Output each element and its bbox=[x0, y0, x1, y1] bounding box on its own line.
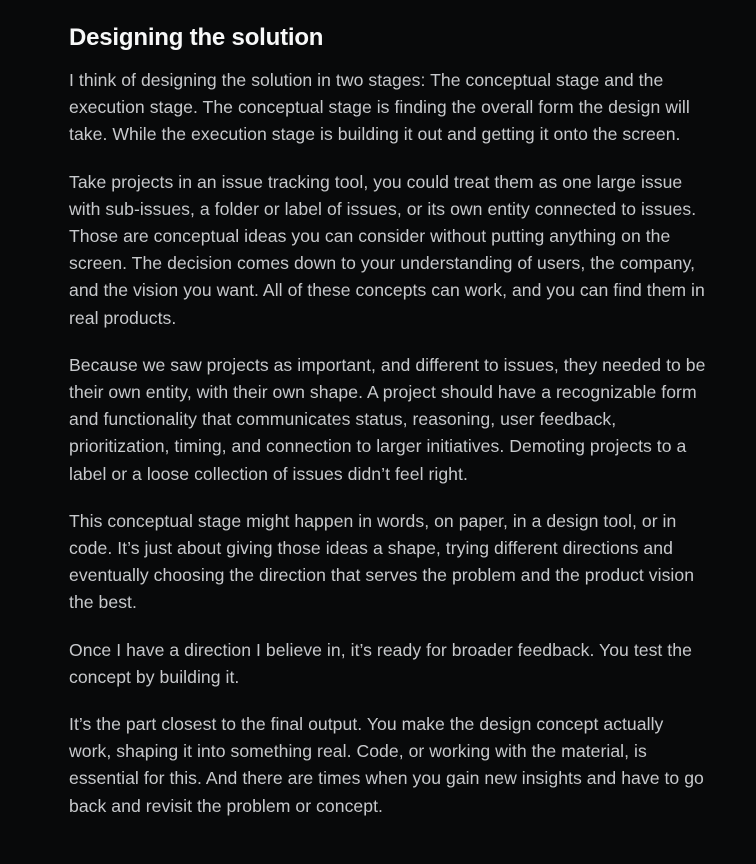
paragraph-5: Once I have a direction I believe in, it’s ready for broader feedback. You test the concept by building it. bbox=[69, 639, 692, 687]
article bbox=[69, 22, 709, 840]
paragraph-1: I think of designing the solution in two stages: The conceptual stage and the execution stage. The conceptual stage is finding the overall form the design will take. While the execution stage is building it out and getting it onto the screen. bbox=[69, 70, 690, 145]
paragraph-3: Because we saw projects as important, and different to issues, they needed to be their own entity, with their own shape. A project should have a recognizable form and functionality that communicates status, reasoning, user feedback, prioritization, timing, and connection to larger initiatives. Demoting projects to a label or a loose collection of issues didn’t feel right. bbox=[69, 354, 706, 484]
paragraph-6: It’s the part closest to the final output. You make the design concept actually work, shaping it into something real. Code, or working with the material, is essential for this. And there are times when you gain new insights and have to go back and revisit the problem or concept. bbox=[69, 714, 704, 816]
paragraph-4: This conceptual stage might happen in words, on paper, in a design tool, or in code. It’s just about giving those ideas a shape, trying different directions and eventually choosing the direction that serves the problem and the product vision the best. bbox=[69, 510, 695, 613]
paragraph-2: Take projects in an issue tracking tool, you could treat them as one large issue with sub-issues, a folder or label of issues, or its own entity connected to issues. Those are conceptual ideas you can consider without putting anything on the screen. The decision comes down to your understanding of users, the company, and the vision you want. All of these concepts can work, and you can find them in real products. bbox=[69, 171, 705, 328]
section-heading: Designing the solution bbox=[69, 24, 324, 51]
